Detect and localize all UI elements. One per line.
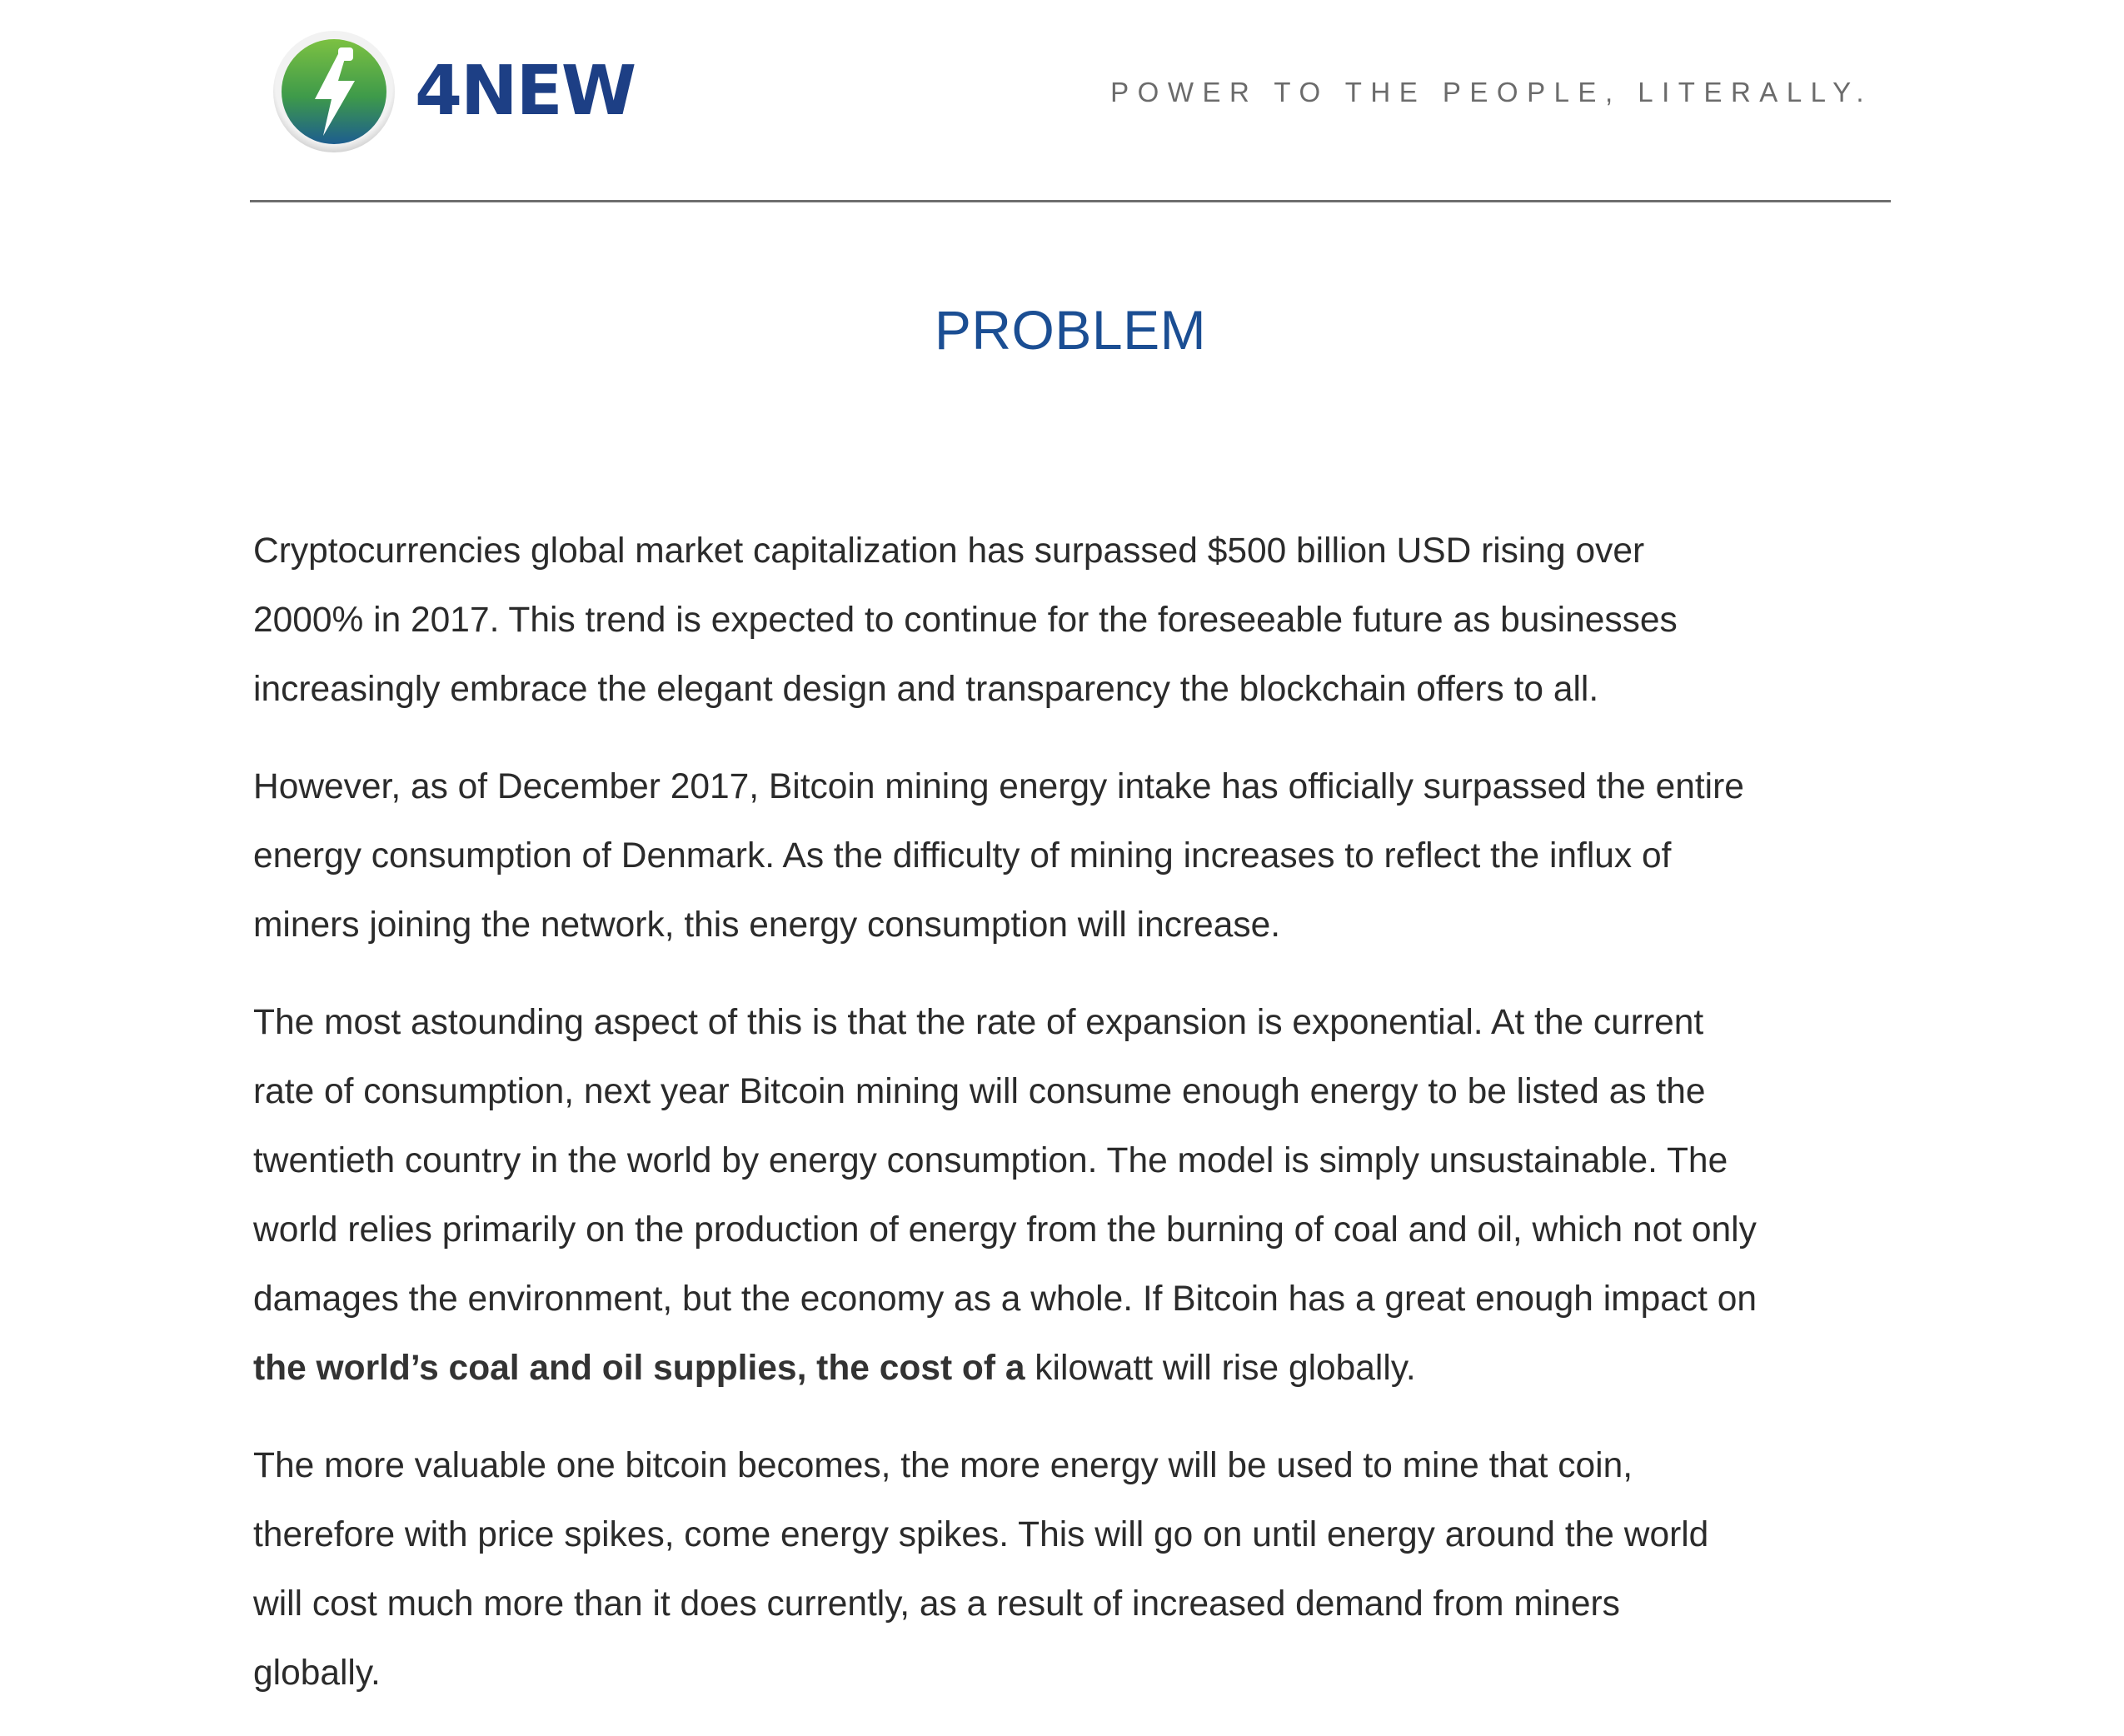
logo-wordmark: 4NEW [415,52,636,131]
paragraph-energy-intake: However, as of December 2017, Bitcoin mining energy intake has officially surpassed the entire energy consumption of Denmark. As the difficulty of mining increases to reflect the influx of miners joining the network, this energy consumption will increase. [253,767,1744,945]
page-title: PROBLEM [934,299,1207,361]
paragraph-text: The most astounding aspect of this is that the rate of expansion is exponential. At the current rate of consumption, next year Bitcoin mining will consume enough energy to be listed as the twentieth country in the world by energy consumption. The model is simply unsustainable. The world relies primarily on the production of energy from the burning of coal and oil, which not only damages the environment, but the economy as a whole. If Bitcoin has a great enough impact on [253,1003,1757,1319]
paragraph-market-cap: Cryptocurrencies global market capitalization has surpassed $500 billion USD rising over 2000% in 2017. This trend is expected to continue for the foreseeable future as businesses increasingly embrace the elegant design and transparency the blockchain offers to all. [253,531,1678,709]
paragraph-tail-text: kilowatt will rise globally. [1025,1349,1416,1388]
paragraph-exponential-expansion [253,988,1902,1403]
bold-text: the world’s coal and oil supplies, the cost of a [253,1349,1025,1388]
header-tagline: POWER TO THE PEOPLE, LITERALLY. [1110,77,1872,107]
page-header [250,25,1891,158]
paragraph-price-spikes: The more valuable one bitcoin becomes, the more energy will be used to mine that coin, therefore with price spikes, come energy spikes. This will go on until energy around the world will cost much more than it does currently, as a result of increased demand from miners globally. [253,1446,1709,1693]
logo [272,29,635,154]
document-body [253,516,1902,1736]
header-divider [250,200,1891,202]
lightning-fist-icon [272,29,396,154]
